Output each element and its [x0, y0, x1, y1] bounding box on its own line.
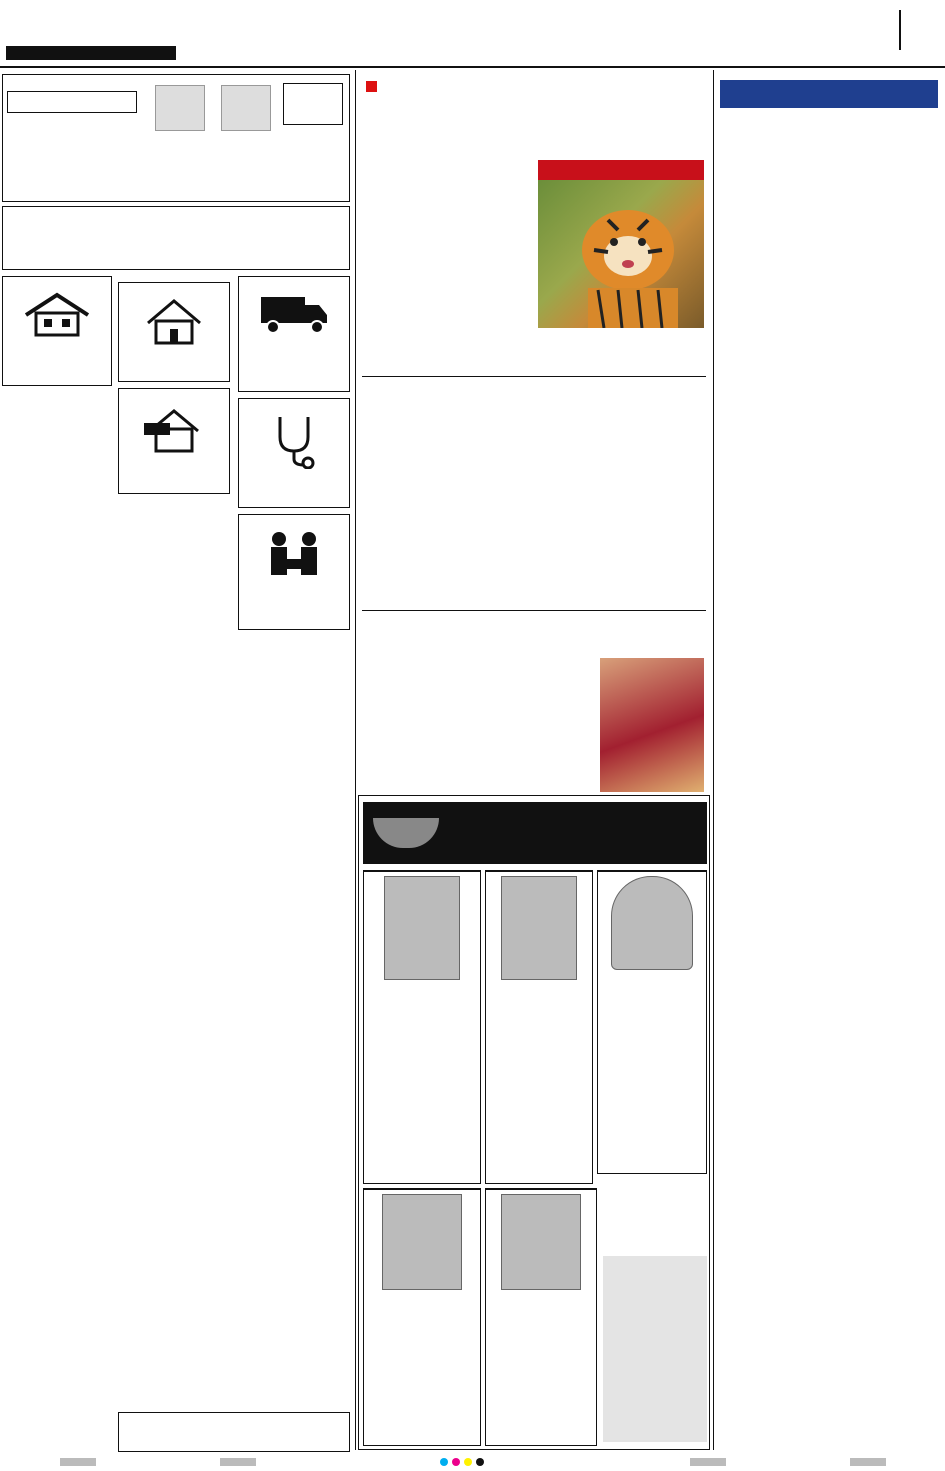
- story1-kicker: [366, 78, 385, 96]
- obituary-banner: [363, 802, 707, 864]
- obituary-card-heading: [598, 871, 706, 872]
- black-dot: [476, 1458, 484, 1466]
- classified-column: [0, 70, 352, 1450]
- house-icon: [22, 291, 92, 337]
- registration-block: [220, 1458, 256, 1466]
- obituary-text: [364, 1294, 480, 1298]
- to-let-house-icon: [142, 403, 206, 457]
- tiger-illustration: [538, 180, 704, 328]
- rashifal-column: [716, 70, 942, 1450]
- classified-col-1: [2, 276, 112, 392]
- obituary-portrait: [501, 1194, 581, 1290]
- obituary-card: [363, 870, 481, 1184]
- obituary-card: [363, 1188, 481, 1446]
- obituary-card-heading: [486, 1189, 596, 1190]
- obituary-text: [486, 1294, 596, 1298]
- obituary-card: [485, 1188, 597, 1446]
- obituary-portrait: [384, 876, 460, 980]
- real-estate-category: [2, 276, 112, 386]
- column-divider: [355, 70, 356, 1450]
- classified-banner: [2, 206, 350, 270]
- reader-notice: [118, 1412, 350, 1452]
- obituary-card-heading: [486, 871, 592, 872]
- classified-col-2: [118, 276, 230, 500]
- obituary-text: [486, 984, 592, 988]
- obituary-text: [598, 974, 706, 978]
- birthday-photo-1: [155, 85, 205, 131]
- registration-block: [850, 1458, 886, 1466]
- magenta-dot: [452, 1458, 460, 1466]
- news-column: [358, 70, 710, 1450]
- tiger-photo-headline: [538, 160, 704, 180]
- truck-icon: [257, 291, 331, 335]
- registration-block: [60, 1458, 96, 1466]
- classified-col-3: [238, 276, 350, 636]
- story-divider: [362, 610, 706, 611]
- red-square-icon: [366, 81, 377, 92]
- obituary-portrait: [611, 876, 693, 970]
- diya-lamp-icon: [373, 818, 439, 848]
- construction-house-icon: [144, 297, 204, 347]
- obituary-card-heading: [364, 1189, 480, 1190]
- cyan-dot: [440, 1458, 448, 1466]
- column-divider: [713, 70, 714, 1450]
- stethoscope-icon: [266, 413, 322, 469]
- masthead-divider: [899, 10, 901, 50]
- obituary-card: [597, 870, 707, 1174]
- construction-category: [118, 282, 230, 382]
- business-people-icon: [259, 529, 329, 585]
- masthead: [0, 0, 945, 64]
- birthday-form: [2, 74, 350, 202]
- online-edition-promo: [603, 1256, 707, 1442]
- rashifal-title: [720, 80, 938, 108]
- issue-date: [6, 46, 176, 60]
- business-category: [238, 514, 350, 630]
- tiger-photo: [538, 180, 704, 328]
- obituary-portrait: [501, 876, 577, 980]
- obituary-portrait: [382, 1194, 462, 1290]
- top-rule: [0, 66, 945, 68]
- obituary-card-heading: [364, 871, 480, 872]
- obituary-card: [485, 870, 593, 1184]
- tolet-category: [118, 388, 230, 494]
- print-registration-bar: [0, 1456, 945, 1468]
- birthday-photo-2: [221, 85, 271, 131]
- healthcare-category: [238, 398, 350, 508]
- obituary-text: [364, 984, 480, 988]
- birthday-photo-box: [283, 83, 343, 125]
- obituary-section: [358, 795, 710, 1450]
- wedding-photo: [600, 658, 704, 792]
- packers-category: [238, 276, 350, 392]
- story-divider: [362, 376, 706, 377]
- yellow-dot: [464, 1458, 472, 1466]
- registration-block: [690, 1458, 726, 1466]
- birthday-title: [7, 91, 137, 113]
